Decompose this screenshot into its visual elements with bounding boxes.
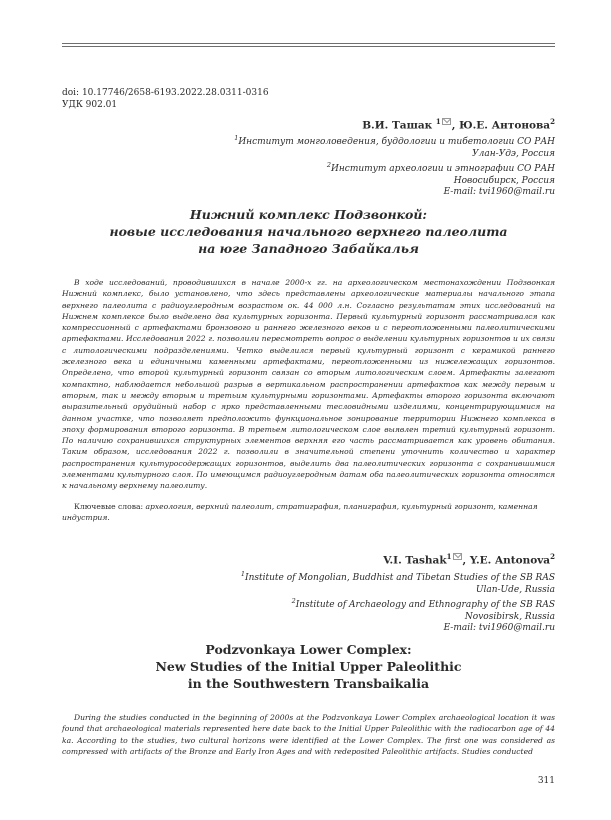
ru-keywords [62,501,555,524]
ru-affil1-name: Институт монголоведения, буддологии и тибетологии СО РАН [238,137,555,147]
ru-title [62,206,555,257]
mail-icon [453,553,462,560]
en-author1-sup: 1 [446,552,452,561]
en-affil1-city: Ulan-Ude, Russia [475,584,555,595]
top-rule-1 [62,43,555,44]
ru-authors [362,115,555,133]
en-affil1-name: Institute of Mongolian, Buddhist and Tibetan Studies of the SB RAS [245,573,555,583]
ru-author1: В.И. Ташак [362,119,436,132]
udk-line: УДК 902.01 [62,100,118,110]
ru-title-line: на юге Западного Забайкалья [198,241,419,256]
ru-author1-sup: 1 [435,117,441,126]
en-affil2 [241,596,555,612]
en-author2-sup: 2 [550,552,555,561]
en-email: E-mail: tvi1960@mail.ru [443,623,555,633]
en-title-line: Podzvonkaya Lower Complex: [205,642,412,657]
top-rule-2 [62,46,555,47]
en-author2: , Y.E. Antonova [462,554,551,567]
ru-author2-sup: 2 [550,117,555,126]
ru-abstract: В ходе исследований, проводившихся в начале 2000-х гг. на археологическом местонахождении Подзвонкая Нижний комплекс, было установлено, что здесь представлены археологические материалы начального этапа верхнего палеолита с радиоуглеродным возрастом ок. 44 000 л.н. Согласно результатам этих исследований на Нижнем комплексе было выделено два культурных горизонта. Первый культурный горизонт рассматривался как компрессионный с артефактами бронзового и раннего железного веков и с переотложенными палеолитическими артефактами. Исследования 2022 г. позволили пересмотреть вопрос о выделении культурных горизонтов и их связи с литологическими подразделениями. Четко выделился первый культурный горизонт с керамикой раннего железного века и единичными каменными артефактами, переотложенными из нижележащих горизонтов. Определено, что второй культурный горизонт связан со вторым литологическим слоем. Артефакты залегают компактно, наблюдается небольшой разрыв в вертикальном распространении артефактов как между первым и вторым, так и между вторым и третьим культурными горизонтами. Артефакты второго горизонта включают выразительный орудийный набор с ярко представленными тесловидными изделиями, концентрирующимися на данном участке, что позволяет предположить функциональное зонирование территории Нижнего комплекса в эпоху формирования второго горизонта. В третьем литологическом слое выявлен третий культурный горизонт. По наличию сохранившихся структурных элементов верхняя его часть рассматривается как уровень обитания. Таким образом, исследования 2022 г. позволили в значительной степени уточнить количество и характер распространения культуросодержащих горизонтов, выделить два палеолитических горизонта с сохранившимися элементами культурного слоя. По имеющимся радиоуглеродным датам оба палеолитических горизонта относятся к начальному верхнему палеолиту. [62,278,555,491]
ru-affil2 [234,160,555,176]
ru-affil1 [234,133,555,149]
en-affil1 [241,569,555,585]
en-abstract: During the studies conducted in the beginning of 2000s at the Podzvonkaya Lower Complex archaeological location it was found that archaeological materials represented here date back to the Initial Upper Paleolithic with the radiocarbon age of 44 ka. According to the studies, two cultural horizons were identified at the Lower Complex. The first one was considered as compressed with artifacts of the Bronze and Early Iron Ages and with redeposited Paleolithic artifacts. Studies conducted [62,713,555,756]
en-title-line: New Studies of the Initial Upper Paleolithic [155,659,462,674]
en-affil1-sup: 1 [240,570,246,578]
ru-keywords-label: Ключевые слова: [74,502,146,511]
ru-affil2-name: Институт археологии и этнографии СО РАН [331,164,555,174]
en-affil2-city: Novosibirsk, Russia [464,611,555,622]
ru-keywords-values: археология, верхний палеолит, стратиграфия, планиграфия, культурный горизонт, каменная индустрия. [62,502,538,523]
en-author1: V.I. Tashak [383,554,447,567]
en-affil2-sup: 2 [291,597,296,605]
doi-line: doi: 10.17746/2658-6193.2022.28.0311-0316 [62,88,269,98]
ru-title-line: Нижний комплекс Подзвонкой: [189,207,428,222]
ru-affil2-sup: 2 [326,161,331,169]
ru-author2: , Ю.Е. Антонова [451,119,551,132]
ru-affil1-sup: 1 [234,134,239,142]
page-number: 311 [537,776,555,786]
mail-icon [442,118,451,125]
ru-affil1-city: Улан-Удэ, Россия [472,148,555,159]
ru-email: E-mail: tvi1960@mail.ru [443,187,555,197]
en-authors [383,550,555,568]
ru-affiliations [234,133,555,199]
ru-affil2-city: Новосибирск, Россия [453,175,555,186]
ru-title-line: новые исследования начального верхнего палеолита [109,224,508,239]
en-title-line: in the Southwestern Transbaikalia [187,676,430,691]
en-affiliations [241,569,555,635]
en-affil2-name: Institute of Archaeology and Ethnography of the SB RAS [295,600,555,610]
en-title [62,641,555,692]
